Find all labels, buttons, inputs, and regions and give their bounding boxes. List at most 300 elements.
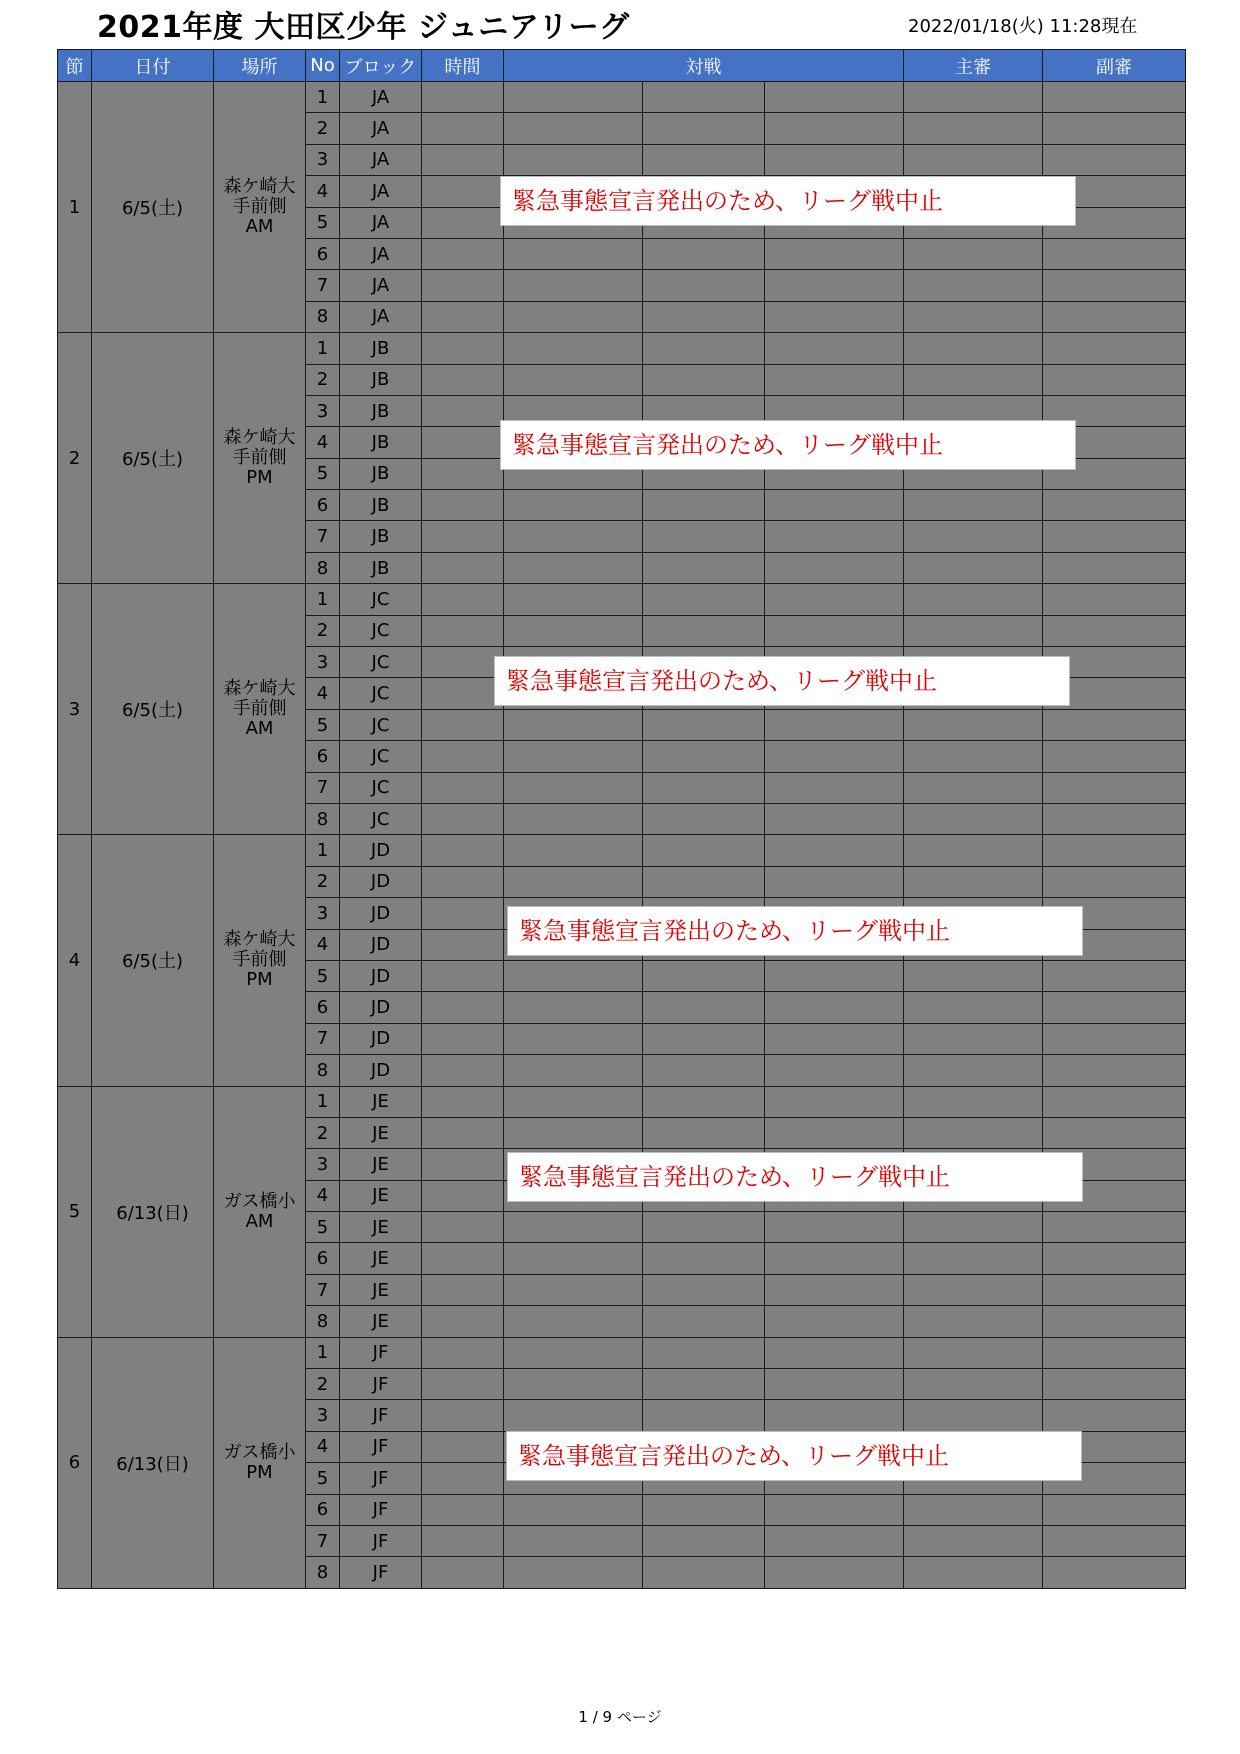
time-cell xyxy=(422,1212,504,1243)
sub-umpire-cell xyxy=(1043,1337,1186,1368)
sub-umpire-cell xyxy=(1043,301,1186,332)
sub-umpire-cell xyxy=(1043,1117,1186,1148)
schedule-table xyxy=(57,49,1186,1589)
section-place xyxy=(214,1337,306,1588)
chief-umpire-cell xyxy=(904,772,1043,803)
sub-umpire-cell xyxy=(1043,835,1186,866)
match-team-b-cell xyxy=(765,238,904,269)
match-team-b-cell xyxy=(765,113,904,144)
place-line: 森ケ崎大 xyxy=(223,929,296,951)
match-team-b-cell xyxy=(765,144,904,175)
match-team-b-cell xyxy=(765,1274,904,1305)
match-team-b-cell xyxy=(765,1306,904,1337)
section-place xyxy=(214,584,306,835)
match-team-b-cell xyxy=(765,960,904,991)
match-team-a-cell xyxy=(504,1212,643,1243)
sub-umpire-cell xyxy=(1043,270,1186,301)
block-code: JB xyxy=(340,333,422,364)
block-code: JA xyxy=(340,207,422,238)
match-team-b-cell xyxy=(765,992,904,1023)
sub-umpire-cell xyxy=(1043,1369,1186,1400)
chief-umpire-cell xyxy=(904,992,1043,1023)
match-team-b-cell xyxy=(765,835,904,866)
section-date: 6/13(日) xyxy=(92,1086,214,1337)
chief-umpire-cell xyxy=(904,1306,1043,1337)
match-vs-cell xyxy=(643,113,765,144)
block-code: JE xyxy=(340,1243,422,1274)
row-number: 8 xyxy=(306,301,340,332)
sub-umpire-cell xyxy=(1043,615,1186,646)
block-code: JA xyxy=(340,301,422,332)
sub-umpire-cell xyxy=(1043,333,1186,364)
place-line: 手前側 xyxy=(232,447,287,469)
time-cell xyxy=(422,1557,504,1588)
match-team-a-cell xyxy=(504,992,643,1023)
row-number: 5 xyxy=(306,1463,340,1494)
header-sub-umpire: 副審 xyxy=(1043,50,1186,82)
match-team-b-cell xyxy=(765,270,904,301)
row-number: 1 xyxy=(306,835,340,866)
time-cell xyxy=(422,1180,504,1211)
block-code: JE xyxy=(340,1306,422,1337)
match-team-a-cell xyxy=(504,1337,643,1368)
match-team-b-cell xyxy=(765,1400,904,1431)
time-cell xyxy=(422,207,504,238)
block-code: JC xyxy=(340,709,422,740)
match-team-a-cell xyxy=(504,1243,643,1274)
block-code: JC xyxy=(340,803,422,834)
match-team-a-cell xyxy=(504,1055,643,1086)
time-cell xyxy=(422,898,504,929)
chief-umpire-cell xyxy=(904,1557,1043,1588)
place-line: ガス橋小 xyxy=(223,1190,296,1212)
chief-umpire-cell xyxy=(904,1023,1043,1054)
section-place xyxy=(214,1086,306,1337)
block-code: JA xyxy=(340,113,422,144)
match-team-b-cell xyxy=(765,333,904,364)
block-code: JD xyxy=(340,992,422,1023)
sub-umpire-cell xyxy=(1043,82,1186,113)
header-place: 場所 xyxy=(214,50,306,82)
chief-umpire-cell xyxy=(904,709,1043,740)
header-sec: 節 xyxy=(58,50,92,82)
sub-umpire-cell xyxy=(1043,1306,1186,1337)
chief-umpire-cell xyxy=(904,584,1043,615)
block-code: JF xyxy=(340,1337,422,1368)
row-number: 1 xyxy=(306,1086,340,1117)
time-cell xyxy=(422,1369,504,1400)
section-number: 2 xyxy=(58,333,92,584)
row-number: 6 xyxy=(306,1243,340,1274)
match-team-b-cell xyxy=(765,1117,904,1148)
match-team-a-cell xyxy=(504,552,643,583)
time-cell xyxy=(422,615,504,646)
match-vs-cell xyxy=(643,1400,765,1431)
match-vs-cell xyxy=(643,1525,765,1556)
block-code: JB xyxy=(340,395,422,426)
chief-umpire-cell xyxy=(904,270,1043,301)
row-number: 7 xyxy=(306,521,340,552)
time-cell xyxy=(422,1086,504,1117)
sub-umpire-cell xyxy=(1043,1212,1186,1243)
chief-umpire-cell xyxy=(904,238,1043,269)
time-cell xyxy=(422,835,504,866)
chief-umpire-cell xyxy=(904,1337,1043,1368)
sub-umpire-cell xyxy=(1043,992,1186,1023)
match-team-a-cell xyxy=(504,82,643,113)
sub-umpire-cell xyxy=(1043,772,1186,803)
row-number: 7 xyxy=(306,1525,340,1556)
page-number: 1 / 9 ページ xyxy=(578,1708,662,1726)
block-code: JD xyxy=(340,960,422,991)
table-row xyxy=(58,835,1186,866)
match-team-a-cell xyxy=(504,1023,643,1054)
sub-umpire-cell xyxy=(1043,521,1186,552)
chief-umpire-cell xyxy=(904,521,1043,552)
chief-umpire-cell xyxy=(904,1055,1043,1086)
block-code: JC xyxy=(340,584,422,615)
match-vs-cell xyxy=(643,364,765,395)
section-number: 5 xyxy=(58,1086,92,1337)
time-cell xyxy=(422,82,504,113)
time-cell xyxy=(422,270,504,301)
time-cell xyxy=(422,1243,504,1274)
match-vs-cell xyxy=(643,1117,765,1148)
time-cell xyxy=(422,1463,504,1494)
match-vs-cell xyxy=(643,1243,765,1274)
block-code: JD xyxy=(340,898,422,929)
match-vs-cell xyxy=(643,1023,765,1054)
match-team-b-cell xyxy=(765,301,904,332)
row-number: 2 xyxy=(306,866,340,897)
sub-umpire-cell xyxy=(1043,552,1186,583)
match-team-b-cell xyxy=(765,772,904,803)
chief-umpire-cell xyxy=(904,960,1043,991)
match-team-a-cell xyxy=(504,960,643,991)
match-team-a-cell xyxy=(504,741,643,772)
time-cell xyxy=(422,176,504,207)
match-vs-cell xyxy=(643,584,765,615)
block-code: JF xyxy=(340,1463,422,1494)
cancellation-notice: 緊急事態宣言発出のため、リーグ戦中止 xyxy=(507,1152,1083,1202)
sub-umpire-cell xyxy=(1043,364,1186,395)
match-vs-cell xyxy=(643,1055,765,1086)
match-team-a-cell xyxy=(504,866,643,897)
row-number: 6 xyxy=(306,1494,340,1525)
place-line: AM xyxy=(245,718,274,740)
sub-umpire-cell xyxy=(1043,1400,1186,1431)
time-cell xyxy=(422,1400,504,1431)
sub-umpire-cell xyxy=(1043,1494,1186,1525)
block-code: JB xyxy=(340,552,422,583)
row-number: 2 xyxy=(306,113,340,144)
time-cell xyxy=(422,772,504,803)
row-number: 6 xyxy=(306,992,340,1023)
place-line: 森ケ崎大 xyxy=(223,678,296,700)
match-team-b-cell xyxy=(765,615,904,646)
sub-umpire-cell xyxy=(1043,113,1186,144)
chief-umpire-cell xyxy=(904,1274,1043,1305)
row-number: 1 xyxy=(306,584,340,615)
block-code: JD xyxy=(340,866,422,897)
chief-umpire-cell xyxy=(904,1494,1043,1525)
match-team-b-cell xyxy=(765,1023,904,1054)
time-cell xyxy=(422,301,504,332)
chief-umpire-cell xyxy=(904,803,1043,834)
chief-umpire-cell xyxy=(904,1525,1043,1556)
time-cell xyxy=(422,960,504,991)
chief-umpire-cell xyxy=(904,82,1043,113)
page-title: 2021年度 大田区少年 ジュニアリーグ xyxy=(97,10,630,45)
match-team-a-cell xyxy=(504,1274,643,1305)
row-number: 4 xyxy=(306,678,340,709)
row-number: 3 xyxy=(306,647,340,678)
block-code: JC xyxy=(340,615,422,646)
time-cell xyxy=(422,584,504,615)
row-number: 7 xyxy=(306,772,340,803)
row-number: 4 xyxy=(306,427,340,458)
chief-umpire-cell xyxy=(904,552,1043,583)
section-date: 6/5(土) xyxy=(92,584,214,835)
sub-umpire-cell xyxy=(1043,1525,1186,1556)
time-cell xyxy=(422,1494,504,1525)
time-cell xyxy=(422,521,504,552)
block-code: JF xyxy=(340,1557,422,1588)
match-vs-cell xyxy=(643,1086,765,1117)
table-row xyxy=(58,584,1186,615)
match-team-a-cell xyxy=(504,1400,643,1431)
row-number: 3 xyxy=(306,898,340,929)
sub-umpire-cell xyxy=(1043,1274,1186,1305)
match-team-b-cell xyxy=(765,1557,904,1588)
place-line: 手前側 xyxy=(232,196,287,218)
chief-umpire-cell xyxy=(904,1243,1043,1274)
chief-umpire-cell xyxy=(904,1212,1043,1243)
table-row xyxy=(58,1337,1186,1368)
schedule-body xyxy=(58,82,1186,1589)
match-vs-cell xyxy=(643,1212,765,1243)
row-number: 4 xyxy=(306,929,340,960)
row-number: 7 xyxy=(306,270,340,301)
match-vs-cell xyxy=(643,709,765,740)
schedule-sheet xyxy=(57,49,1185,1589)
match-team-b-cell xyxy=(765,803,904,834)
match-team-b-cell xyxy=(765,1086,904,1117)
match-team-b-cell xyxy=(765,521,904,552)
block-code: JD xyxy=(340,929,422,960)
match-vs-cell xyxy=(643,1274,765,1305)
row-number: 5 xyxy=(306,207,340,238)
match-vs-cell xyxy=(643,1306,765,1337)
time-cell xyxy=(422,803,504,834)
match-vs-cell xyxy=(643,333,765,364)
time-cell xyxy=(422,1149,504,1180)
match-vs-cell xyxy=(643,992,765,1023)
block-code: JF xyxy=(340,1525,422,1556)
time-cell xyxy=(422,144,504,175)
time-cell xyxy=(422,1274,504,1305)
chief-umpire-cell xyxy=(904,835,1043,866)
block-code: JD xyxy=(340,1055,422,1086)
match-team-a-cell xyxy=(504,615,643,646)
match-team-a-cell xyxy=(504,1494,643,1525)
block-code: JB xyxy=(340,521,422,552)
time-cell xyxy=(422,1117,504,1148)
time-cell xyxy=(422,1525,504,1556)
match-vs-cell xyxy=(643,490,765,521)
row-number: 2 xyxy=(306,1117,340,1148)
section-number: 1 xyxy=(58,82,92,333)
section-date: 6/5(土) xyxy=(92,333,214,584)
row-number: 6 xyxy=(306,238,340,269)
block-code: JA xyxy=(340,270,422,301)
row-number: 7 xyxy=(306,1023,340,1054)
block-code: JD xyxy=(340,835,422,866)
block-code: JF xyxy=(340,1494,422,1525)
match-team-a-cell xyxy=(504,301,643,332)
time-cell xyxy=(422,992,504,1023)
block-code: JA xyxy=(340,144,422,175)
time-cell xyxy=(422,490,504,521)
block-code: JE xyxy=(340,1117,422,1148)
time-cell xyxy=(422,866,504,897)
match-vs-cell xyxy=(643,82,765,113)
block-code: JF xyxy=(340,1431,422,1462)
chief-umpire-cell xyxy=(904,1369,1043,1400)
match-team-b-cell xyxy=(765,1337,904,1368)
sub-umpire-cell xyxy=(1043,1023,1186,1054)
row-number: 8 xyxy=(306,1557,340,1588)
match-team-b-cell xyxy=(765,490,904,521)
time-cell xyxy=(422,678,504,709)
time-cell xyxy=(422,709,504,740)
match-vs-cell xyxy=(643,615,765,646)
cancellation-notice: 緊急事態宣言発出のため、リーグ戦中止 xyxy=(500,420,1076,470)
timestamp: 2022/01/18(火) 11:28現在 xyxy=(908,16,1138,37)
row-number: 4 xyxy=(306,1180,340,1211)
match-team-a-cell xyxy=(504,803,643,834)
time-cell xyxy=(422,1337,504,1368)
match-vs-cell xyxy=(643,270,765,301)
section-place xyxy=(214,82,306,333)
row-number: 5 xyxy=(306,960,340,991)
row-number: 1 xyxy=(306,1337,340,1368)
time-cell xyxy=(422,741,504,772)
row-number: 2 xyxy=(306,1369,340,1400)
match-vs-cell xyxy=(643,301,765,332)
header-row xyxy=(58,50,1186,82)
sub-umpire-cell xyxy=(1043,803,1186,834)
match-vs-cell xyxy=(643,1337,765,1368)
match-vs-cell xyxy=(643,1557,765,1588)
place-line: 手前側 xyxy=(232,949,287,971)
match-team-b-cell xyxy=(765,552,904,583)
chief-umpire-cell xyxy=(904,1117,1043,1148)
chief-umpire-cell xyxy=(904,490,1043,521)
sub-umpire-cell xyxy=(1043,741,1186,772)
match-vs-cell xyxy=(643,741,765,772)
section-number: 4 xyxy=(58,835,92,1086)
match-vs-cell xyxy=(643,1494,765,1525)
match-vs-cell xyxy=(643,521,765,552)
block-code: JC xyxy=(340,772,422,803)
row-number: 5 xyxy=(306,709,340,740)
header-match: 対戦 xyxy=(504,50,904,82)
row-number: 8 xyxy=(306,1055,340,1086)
sub-umpire-cell xyxy=(1043,1055,1186,1086)
block-code: JC xyxy=(340,741,422,772)
cancellation-notice: 緊急事態宣言発出のため、リーグ戦中止 xyxy=(500,176,1076,226)
place-line: 手前側 xyxy=(232,698,287,720)
header-block: ブロック xyxy=(340,50,422,82)
match-team-a-cell xyxy=(504,364,643,395)
section-number: 3 xyxy=(58,584,92,835)
cancellation-notice: 緊急事態宣言発出のため、リーグ戦中止 xyxy=(507,906,1083,956)
sub-umpire-cell xyxy=(1043,1243,1186,1274)
match-team-b-cell xyxy=(765,82,904,113)
chief-umpire-cell xyxy=(904,866,1043,897)
block-code: JC xyxy=(340,647,422,678)
match-team-b-cell xyxy=(765,364,904,395)
chief-umpire-cell xyxy=(904,741,1043,772)
chief-umpire-cell xyxy=(904,364,1043,395)
match-team-a-cell xyxy=(504,333,643,364)
chief-umpire-cell xyxy=(904,144,1043,175)
chief-umpire-cell xyxy=(904,1086,1043,1117)
header-no: No xyxy=(306,50,340,82)
match-team-a-cell xyxy=(504,835,643,866)
sub-umpire-cell xyxy=(1043,709,1186,740)
place-line: PM xyxy=(246,969,273,991)
place-line: PM xyxy=(246,467,273,489)
block-code: JD xyxy=(340,1023,422,1054)
block-code: JA xyxy=(340,238,422,269)
row-number: 7 xyxy=(306,1274,340,1305)
cancellation-notice: 緊急事態宣言発出のため、リーグ戦中止 xyxy=(506,1431,1082,1481)
row-number: 3 xyxy=(306,144,340,175)
block-code: JF xyxy=(340,1369,422,1400)
match-team-b-cell xyxy=(765,709,904,740)
block-code: JC xyxy=(340,678,422,709)
row-number: 3 xyxy=(306,1400,340,1431)
block-code: JA xyxy=(340,176,422,207)
match-team-a-cell xyxy=(504,144,643,175)
row-number: 3 xyxy=(306,1149,340,1180)
time-cell xyxy=(422,929,504,960)
cancellation-notice: 緊急事態宣言発出のため、リーグ戦中止 xyxy=(494,656,1070,706)
place-line: 森ケ崎大 xyxy=(223,176,296,198)
row-number: 3 xyxy=(306,395,340,426)
place-line: AM xyxy=(245,216,274,238)
section-place xyxy=(214,835,306,1086)
row-number: 2 xyxy=(306,615,340,646)
chief-umpire-cell xyxy=(904,113,1043,144)
time-cell xyxy=(422,395,504,426)
match-team-a-cell xyxy=(504,238,643,269)
match-team-a-cell xyxy=(504,1117,643,1148)
match-team-b-cell xyxy=(765,1369,904,1400)
time-cell xyxy=(422,333,504,364)
time-cell xyxy=(422,113,504,144)
chief-umpire-cell xyxy=(904,615,1043,646)
time-cell xyxy=(422,238,504,269)
row-number: 5 xyxy=(306,1212,340,1243)
match-vs-cell xyxy=(643,835,765,866)
sub-umpire-cell xyxy=(1043,144,1186,175)
time-cell xyxy=(422,364,504,395)
match-team-b-cell xyxy=(765,584,904,615)
block-code: JE xyxy=(340,1212,422,1243)
